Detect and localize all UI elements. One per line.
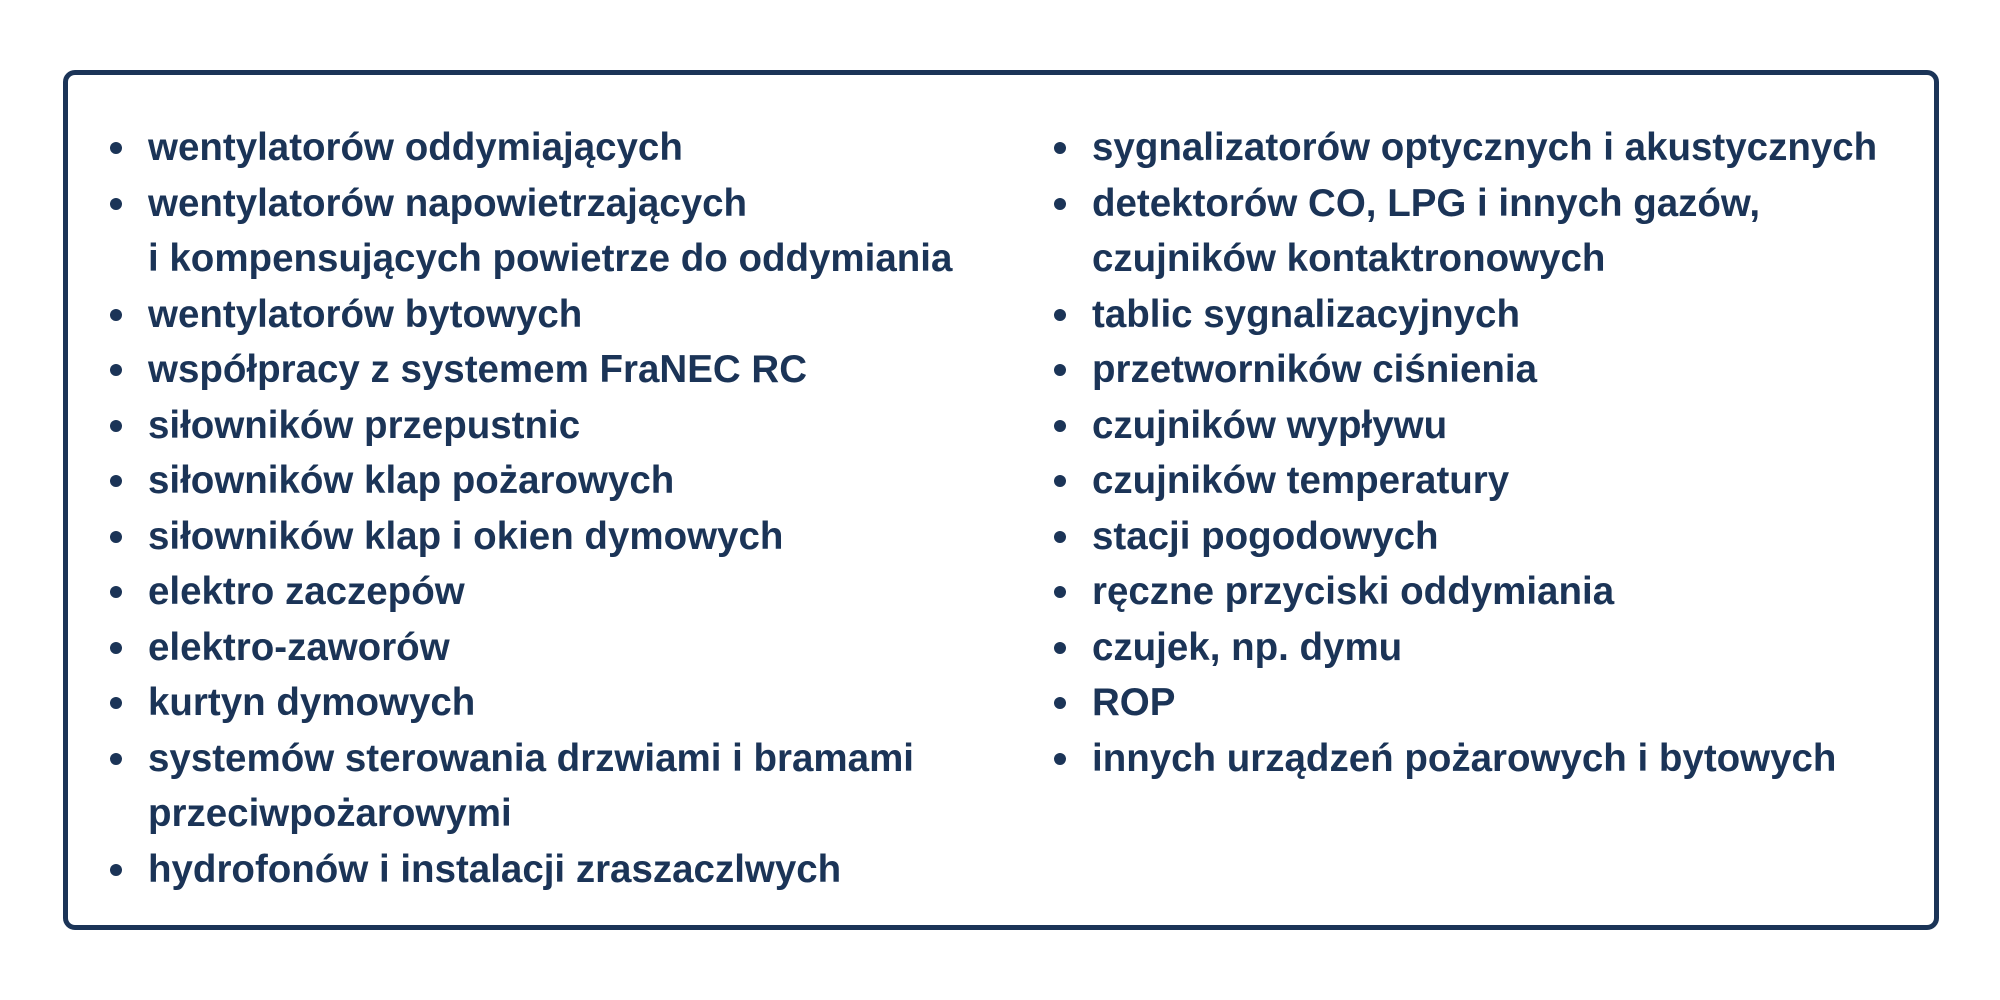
list-item-text: ręczne przyciski oddymiania [1092,570,1615,613]
bullet-icon [110,420,122,432]
list-item [106,453,1006,509]
list-item-text: siłowników klap pożarowych [148,459,675,502]
list-item-text-continued: i kompensujących powietrze do oddymiania [148,237,953,280]
bullet-icon [1054,531,1066,543]
list-item-text: tablic sygnalizacyjnych [1092,292,1520,336]
list-item-text: przetworników ciśnienia [1092,348,1537,391]
list-item [1050,287,1930,343]
list-item [106,120,1006,176]
list-item-text: wentylatorów oddymiających [148,126,683,169]
list-item-text: innych urządzeń pożarowych i bytowych [1092,736,1837,780]
list-item [106,731,1006,842]
list-item [106,842,1006,898]
list-item [1050,120,1930,176]
bullet-icon [110,753,122,765]
list-item [106,564,1006,620]
bullet-icon [110,531,122,543]
bullet-icon [1054,697,1066,709]
bullet-icon [110,586,122,598]
list-item-text: czujek, np. dymu [1092,625,1403,669]
list-item-text: ROP [1092,681,1176,724]
left-column-list [106,120,1006,897]
list-item-text: czujników temperatury [1092,459,1510,502]
list-item [1050,675,1930,731]
list-item-text: wentylatorów bytowych [148,292,583,336]
list-item-text: czujników wypływu [1092,403,1448,447]
list-item [1050,453,1930,509]
list-item-text-continued: przeciwpożarowymi [148,792,512,835]
list-item [106,176,1006,287]
list-item [106,398,1006,454]
list-item-text: siłowników przepustnic [148,403,581,447]
bullet-icon [110,142,122,154]
list-item [1050,620,1930,676]
list-item [1050,509,1930,565]
bullet-icon [110,864,122,876]
list-item [106,509,1006,565]
list-item [1050,176,1930,287]
bullet-icon [110,475,122,487]
list-item-text: stacji pogodowych [1092,514,1439,558]
bullet-icon [110,642,122,654]
list-item-text: wentylatorów napowietrzających [148,181,748,225]
list-item [1050,731,1930,787]
right-column-list [1050,120,1930,786]
list-item-text: sygnalizatorów optycznych i akustycznych [1092,126,1878,169]
list-item-text: kurtyn dymowych [148,681,476,724]
list-item-text: elektro zaczepów [148,570,465,613]
bullet-icon [1054,420,1066,432]
bullet-icon [1054,642,1066,654]
bullet-icon [1054,475,1066,487]
list-item-text: współpracy z systemem FraNEC RC [148,348,808,391]
list-item [1050,342,1930,398]
list-item [106,342,1006,398]
list-item [106,287,1006,343]
bullet-icon [1054,753,1066,765]
list-item [1050,564,1930,620]
list-item-text: systemów sterowania drzwiami i bramami [148,736,914,780]
bullet-icon [1054,142,1066,154]
list-item-text-continued: czujników kontaktronowych [1092,237,1606,280]
bullet-icon [1054,364,1066,376]
list-item [106,620,1006,676]
bullet-icon [1054,198,1066,210]
bullet-icon [1054,586,1066,598]
list-item-text: detektorów CO, LPG i innych gazów, [1092,181,1761,225]
list-item [106,675,1006,731]
bullet-icon [1054,309,1066,321]
bullet-icon [110,364,122,376]
bullet-icon [110,198,122,210]
list-item [1050,398,1930,454]
bullet-icon [110,309,122,321]
list-item-text: elektro-zaworów [148,625,450,669]
list-item-text: hydrofonów i instalacji zraszaczlwych [148,847,842,891]
list-item-text: siłowników klap i okien dymowych [148,514,784,558]
bullet-icon [110,697,122,709]
